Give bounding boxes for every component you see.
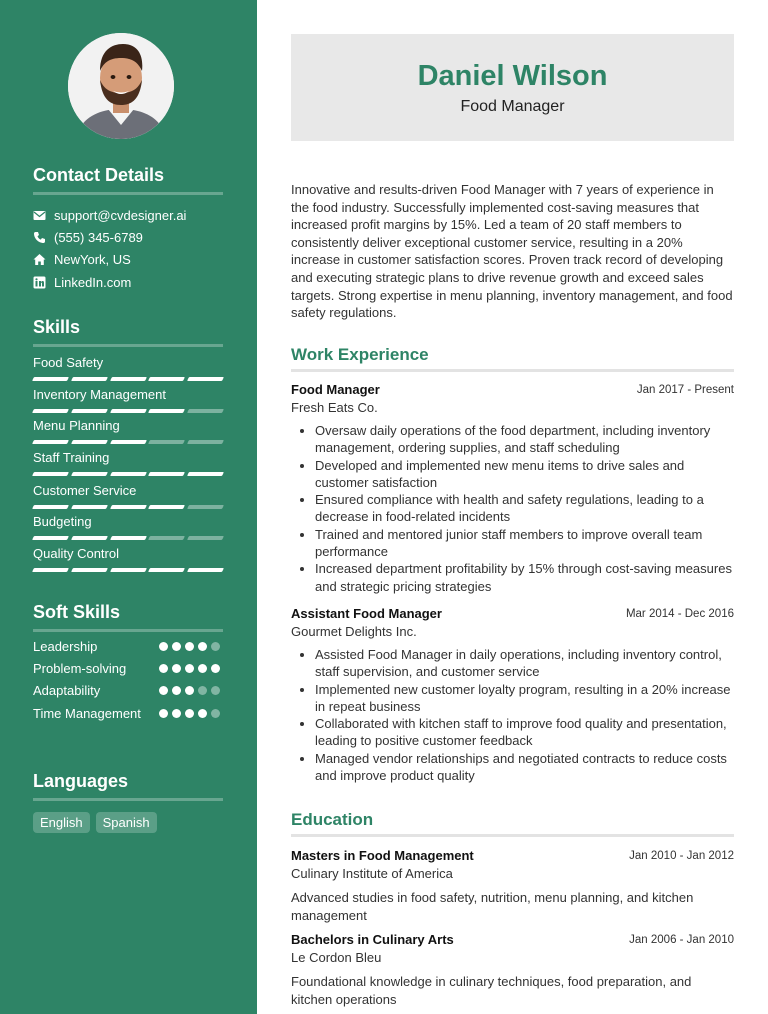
rating-dot <box>159 642 168 651</box>
person-title: Food Manager <box>460 98 565 115</box>
skill-level-segment <box>71 472 108 476</box>
header-box <box>291 34 734 141</box>
soft-skill-item <box>33 638 223 656</box>
rating-dot <box>211 686 220 695</box>
job-bullet: • Oversaw daily operations of the food department, including inventory management, ordering supplies, and staff scheduling <box>315 422 734 457</box>
skill-item <box>33 354 223 381</box>
contact-location <box>33 250 131 268</box>
job-bullet: • Developed and implemented new menu items to drive sales and customer satisfaction <box>315 457 734 492</box>
rating-dot <box>185 686 194 695</box>
skill-level-bar <box>33 472 223 476</box>
language-tags <box>33 812 223 833</box>
skill-level-segment <box>110 409 147 413</box>
linkedin-icon <box>33 276 46 289</box>
rating-dot <box>211 709 220 718</box>
languages-heading: Languages <box>33 771 129 791</box>
skill-level-segment <box>32 409 69 413</box>
skill-level-segment <box>187 377 224 381</box>
skill-level-segment <box>71 505 108 509</box>
job-bullet: • Collaborated with kitchen staff to improve food quality and presentation, leading to positive customer feedback <box>315 715 734 750</box>
skill-name: Food Safety <box>33 355 104 370</box>
soft-skill-name: Problem-solving <box>33 661 127 676</box>
soft-skill-rating <box>159 664 220 673</box>
envelope-icon <box>33 209 46 222</box>
skill-level-bar <box>33 377 223 381</box>
skill-level-segment <box>187 472 224 476</box>
soft-skill-name: Adaptability <box>33 683 101 698</box>
job-company: Gourmet Delights Inc. <box>291 624 417 639</box>
skill-level-segment <box>32 505 69 509</box>
degree-title: Bachelors in Culinary Arts <box>291 932 454 947</box>
phone-icon <box>33 231 46 244</box>
rating-dot <box>211 642 220 651</box>
job-entry <box>291 605 734 784</box>
skill-item <box>33 545 223 572</box>
skills-section <box>33 315 223 561</box>
school-name: Culinary Institute of America <box>291 866 453 881</box>
rating-dot <box>185 664 194 673</box>
skill-level-segment <box>110 568 147 572</box>
skill-level-segment <box>71 536 108 540</box>
skill-level-segment <box>110 377 147 381</box>
job-bullet: • Ensured compliance with health and safety regulations, leading to a decrease in food-related incidents <box>315 491 734 526</box>
contact-divider <box>33 192 223 195</box>
skill-name: Staff Training <box>33 450 110 465</box>
skill-level-segment <box>71 409 108 413</box>
job-bullet: • Managed vendor relationships and negotiated contracts to reduce costs and improve product quality <box>315 750 734 785</box>
language-tag: English <box>33 812 90 833</box>
rating-dot <box>159 664 168 673</box>
skill-item <box>33 417 223 444</box>
skill-level-bar <box>33 409 223 413</box>
rating-dot <box>198 664 207 673</box>
job-company: Fresh Eats Co. <box>291 400 378 415</box>
contact-section <box>33 163 223 290</box>
rating-dot <box>198 642 207 651</box>
degree-title: Masters in Food Management <box>291 848 474 863</box>
education-entry <box>291 847 734 924</box>
skill-level-segment <box>187 440 224 444</box>
job-title: Food Manager <box>291 382 380 397</box>
soft-skill-rating <box>159 686 220 695</box>
skill-name: Quality Control <box>33 546 119 561</box>
rating-dot <box>211 664 220 673</box>
rating-dot <box>172 686 181 695</box>
skill-level-segment <box>187 409 224 413</box>
skill-level-segment <box>71 568 108 572</box>
skill-level-segment <box>187 568 224 572</box>
education-description: Advanced studies in food safety, nutrition, menu planning, and kitchen management <box>291 890 694 923</box>
rating-dot <box>198 709 207 718</box>
sidebar <box>0 0 257 1014</box>
skill-name: Inventory Management <box>33 387 166 402</box>
skill-level-segment <box>32 536 69 540</box>
skill-name: Customer Service <box>33 483 137 498</box>
job-dates: Jan 2017 - Present <box>636 384 734 396</box>
avatar-photo <box>68 33 174 139</box>
person-name: Daniel Wilson <box>417 60 608 92</box>
work-experience-heading: Work Experience <box>291 345 429 364</box>
skill-item <box>33 513 223 540</box>
skill-level-bar <box>33 536 223 540</box>
skill-level-segment <box>110 440 147 444</box>
skill-item <box>33 482 223 509</box>
skill-name: Budgeting <box>33 514 92 529</box>
skills-heading: Skills <box>33 317 81 337</box>
skill-level-segment <box>148 505 185 509</box>
skill-level-segment <box>110 472 147 476</box>
job-bullets <box>291 422 734 595</box>
skill-level-segment <box>148 440 185 444</box>
rating-dot <box>198 686 207 695</box>
skill-level-segment <box>148 472 185 476</box>
soft-skill-item <box>33 682 223 700</box>
soft-skill-item <box>33 660 223 678</box>
skill-level-segment <box>71 440 108 444</box>
rating-dot <box>172 642 181 651</box>
skill-level-bar <box>33 568 223 572</box>
skill-level-segment <box>148 568 185 572</box>
skill-level-segment <box>110 505 147 509</box>
soft-skills-section <box>33 600 223 721</box>
education-dates: Jan 2010 - Jan 2012 <box>629 850 734 862</box>
contact-linkedin-text: LinkedIn.com <box>54 274 132 290</box>
skill-level-segment <box>32 377 69 381</box>
contact-phone[interactable] <box>33 228 143 246</box>
work-experience-divider <box>291 369 734 372</box>
soft-skill-name: Leadership <box>33 639 98 654</box>
skill-level-segment <box>187 536 224 540</box>
job-bullet: • Implemented new customer loyalty program, resulting in a 20% increase in repeat business <box>315 681 734 716</box>
skill-level-segment <box>148 536 185 540</box>
job-bullet: • Assisted Food Manager in daily operations, including inventory control, staff supervision, and customer service <box>315 646 734 681</box>
contact-linkedin[interactable] <box>33 273 131 291</box>
profile-summary: Innovative and results-driven Food Manager with 7 years of experience in the food industry. Successfully implemented cost-saving measures that increased profit margins by 15%. Led a team of 20 staff members to consistently deliver exceptional customer service, resulting in a 20% increase in customer satisfaction scores. Proven track record of developing and executing strategic plans to drive revenue growth and exceed sales targets. Strong expertise in menu planning, inventory management, and food safety regulations. <box>291 182 733 321</box>
contact-email-text: support@cvdesigner.ai <box>54 207 187 223</box>
skill-level-segment <box>32 440 69 444</box>
job-bullet: • Increased department profitability by 15% through cost-saving measures and strategic pricing strategies <box>315 560 734 595</box>
soft-skills-divider <box>33 629 223 632</box>
soft-skill-rating <box>159 709 220 718</box>
language-tag: Spanish <box>96 812 157 833</box>
skill-level-segment <box>148 377 185 381</box>
job-title: Assistant Food Manager <box>291 606 442 621</box>
avatar <box>68 33 174 139</box>
soft-skill-item <box>33 705 223 723</box>
skill-item <box>33 449 223 476</box>
skill-level-segment <box>32 472 69 476</box>
education-description: Foundational knowledge in culinary techniques, food preparation, and kitchen operations <box>291 974 692 1007</box>
rating-dot <box>172 709 181 718</box>
rating-dot <box>159 709 168 718</box>
contact-email[interactable] <box>33 206 186 224</box>
rating-dot <box>159 686 168 695</box>
contact-heading: Contact Details <box>33 165 165 185</box>
job-bullets <box>291 646 734 784</box>
job-bullet: • Trained and mentored junior staff members to improve overall team performance <box>315 526 734 561</box>
job-dates: Mar 2014 - Dec 2016 <box>625 608 734 620</box>
rating-dot <box>185 709 194 718</box>
skill-item <box>33 386 223 413</box>
skills-divider <box>33 344 223 347</box>
soft-skill-rating <box>159 642 220 651</box>
soft-skills-heading: Soft Skills <box>33 602 121 622</box>
education-entry <box>291 931 734 1008</box>
rating-dot <box>172 664 181 673</box>
skill-level-segment <box>71 377 108 381</box>
skill-level-segment <box>187 505 224 509</box>
contact-location-text: NewYork, US <box>54 251 131 267</box>
home-icon <box>33 253 46 266</box>
skill-level-bar <box>33 440 223 444</box>
education-dates: Jan 2006 - Jan 2010 <box>629 934 734 946</box>
soft-skill-name: Time Management <box>33 706 141 721</box>
skill-level-bar <box>33 505 223 509</box>
contact-phone-text: (555) 345-6789 <box>54 229 143 245</box>
education-divider <box>291 834 734 837</box>
skill-level-segment <box>110 536 147 540</box>
languages-section <box>33 769 223 833</box>
education-heading: Education <box>291 810 374 829</box>
skill-level-segment <box>148 409 185 413</box>
skill-name: Menu Planning <box>33 418 120 433</box>
languages-divider <box>33 798 223 801</box>
skill-level-segment <box>32 568 69 572</box>
rating-dot <box>185 642 194 651</box>
school-name: Le Cordon Bleu <box>291 950 382 965</box>
job-entry <box>291 381 734 595</box>
